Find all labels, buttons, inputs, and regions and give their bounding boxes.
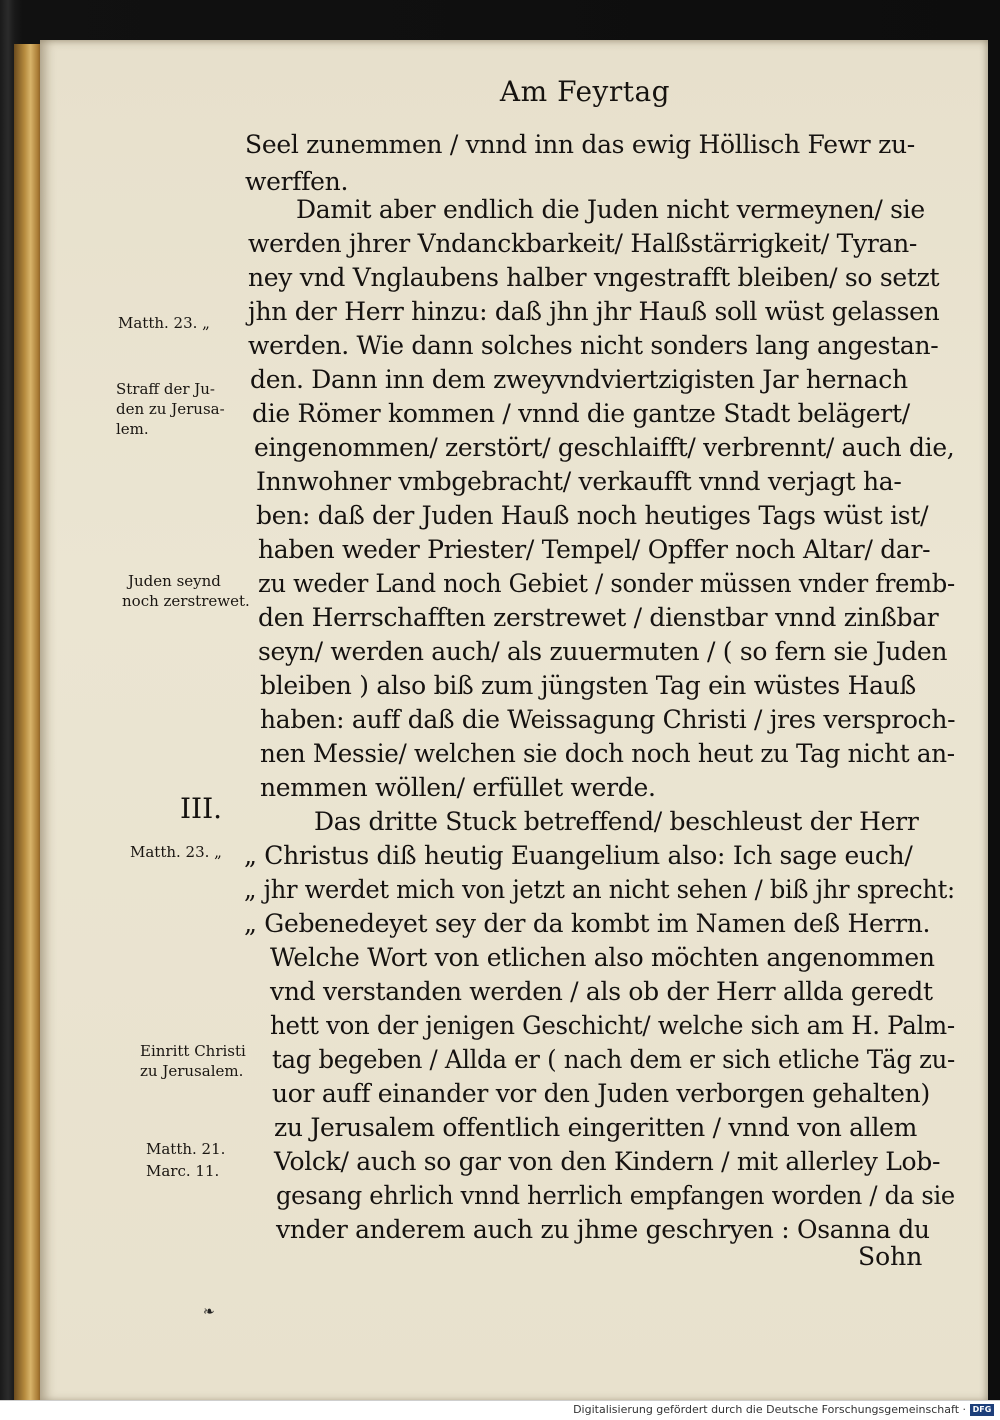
marginal-note: zu Jerusalem. (140, 1062, 244, 1080)
marginal-note: Juden seynd (128, 572, 221, 590)
marginal-note: Matth. 21. (146, 1140, 226, 1158)
running-head: Am Feyrtag (499, 75, 671, 108)
text-line: hett von der jenigen Geschicht/ welche sich am H. Palm- (270, 1011, 955, 1040)
text-line: Innwohner vmbgebracht/ verkaufft vnnd verjagt ha- (256, 467, 902, 496)
text-line: jhn der Herr hinzu: daß jhn jhr Hauß soll wüst gelassen (248, 297, 940, 326)
text-line: haben weder Priester/ Tempel/ Opffer noch Altar/ dar- (258, 535, 931, 564)
marginal-note: Marc. 11. (146, 1162, 220, 1180)
dfg-logo-icon: DFG (970, 1404, 994, 1416)
text-line: uor auff einander vor den Juden verborgen gehalten) (272, 1079, 930, 1108)
text-line: Damit aber endlich die Juden nicht vermeynen/ sie (296, 195, 925, 224)
marginal-note: Einritt Christi (140, 1042, 246, 1060)
text-line: „ Christus diß heutig Euangelium also: Ich sage euch/ (244, 841, 913, 870)
text-line: vnd verstanden werden / als ob der Herr allda geredt (270, 977, 933, 1006)
text-line: den Herrschafften zerstrewet / dienstbar vnnd zinßbar (258, 603, 939, 632)
text-line: die Römer kommen / vnnd die gantze Stadt belägert/ (252, 399, 910, 428)
text-line: vnder anderem auch zu jhme geschryen : Osanna du (276, 1215, 930, 1244)
text-line: Welche Wort von etlichen also möchten angenommen (270, 943, 935, 972)
marginal-note: noch zerstrewet. (122, 592, 250, 610)
text-line: zu Jerusalem offentlich eingeritten / vnnd von allem (274, 1113, 918, 1142)
text-line: werden. Wie dann solches nicht sonders lang angestan- (248, 331, 939, 360)
text-line: Das dritte Stuck betreffend/ beschleust der Herr (314, 807, 919, 836)
text-line: nemmen wöllen/ erfüllet werde. (260, 773, 656, 802)
text-line: Volck/ auch so gar von den Kindern / mit allerley Lob- (274, 1147, 941, 1176)
text-line: zu weder Land noch Gebiet / sonder müssen vnder fremb- (258, 569, 955, 598)
text-line: „ Gebenedeyet sey der da kombt im Namen deß Herrn. (244, 909, 931, 938)
marginal-note: Matth. 23. „ (118, 314, 210, 332)
text-line: eingenommen/ zerstört/ geschlaifft/ verbrennt/ auch die, (254, 433, 955, 462)
catchword: Sohn (858, 1242, 923, 1271)
text-line: den. Dann inn dem zweyvndviertzigisten Jar hernach (250, 365, 908, 394)
section-numeral: III. (180, 792, 223, 825)
text-line: „ jhr werdet mich von jetzt an nicht sehen / biß jhr sprecht: (244, 875, 955, 904)
text-line: tag begeben / Allda er ( nach dem er sich etliche Täg zu- (272, 1045, 955, 1074)
text-line: haben: auff daß die Weissagung Christi / jres versproch- (260, 705, 956, 734)
printer-mark-icon: ❧ (203, 1304, 215, 1320)
marginal-note: lem. (116, 420, 149, 438)
text-line: Seel zunemmen / vnnd inn das ewig Höllisch Fewr zu- (245, 130, 915, 159)
text-line: werden jhrer Vndanckbarkeit/ Halßstärrigkeit/ Tyran- (248, 229, 918, 258)
marginal-note: Matth. 23. „ (130, 843, 222, 861)
text-line: ben: daß der Juden Hauß noch heutiges Tags wüst ist/ (256, 501, 929, 530)
footer-bar (0, 1400, 1000, 1420)
text-line: ney vnd Vnglaubens halber vngestrafft bleiben/ so setzt (248, 263, 940, 292)
text-line: bleiben ) also biß zum jüngsten Tag ein wüstes Hauß (260, 671, 916, 700)
text-line: seyn/ werden auch/ als zuuermuten / ( so fern sie Juden (258, 637, 948, 666)
text-line: gesang ehrlich vnnd herrlich empfangen worden / da sie (276, 1181, 955, 1210)
text-line: nen Messie/ welchen sie doch noch heut zu Tag nicht an- (260, 739, 955, 768)
marginal-note: Straff der Ju- (116, 380, 216, 398)
footer-text: Digitalisierung gefördert durch die Deutsche Forschungsgemeinschaft · (573, 1403, 966, 1416)
marginal-note: den zu Jerusa- (116, 400, 225, 418)
text-line: werffen. (245, 167, 349, 196)
